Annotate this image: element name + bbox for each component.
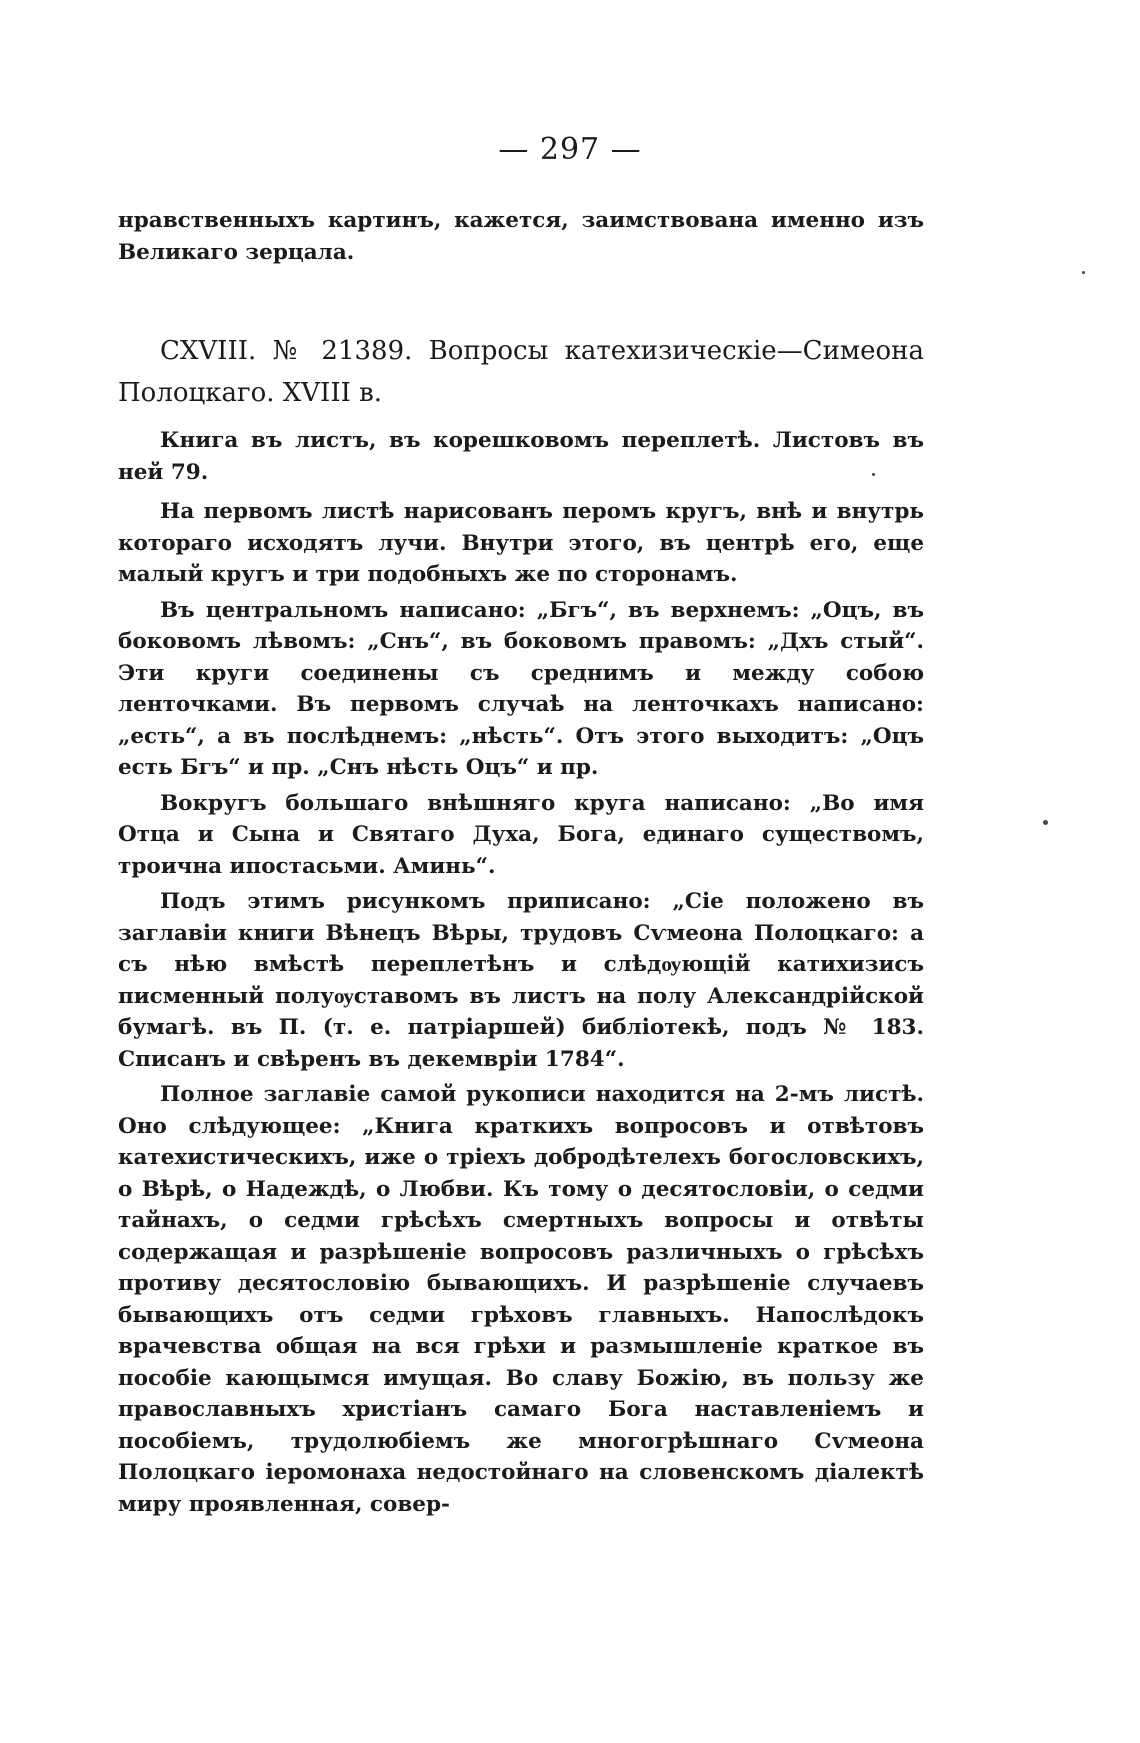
scan-speck <box>872 473 875 476</box>
paragraph: Полное заглавіе самой рукописи находится на 2-мъ листѣ. Оно слѣдующее: „Книга краткихъ вопросовъ и отвѣтовъ катехистическихъ, иже о тріехъ добродѣтелехъ богословскихъ, о Вѣрѣ, о Надеждѣ, о Любви. Къ тому о десятословіи, о седми тайнахъ, о седми грѣсѣхъ смертныхъ вопросы и отвѣты содержащая и разрѣшеніе вопросовъ различныхъ о грѣсѣхъ противу десятословію бывающихъ. И разрѣшеніе случаевъ бывающихъ отъ седми грѣховъ главныхъ. Напослѣдокъ врачевства общая на вся грѣхи и размышленіе краткое въ пособіе кающымся имущая. Во славу Божію, въ пользу же православныхъ христіанъ самаго Бога наставленіемъ и пособіемъ, трудолюбіемъ же многогрѣшнаго Сѵмеона Полоцкаго іеромонаха недостойнаго на словенскомъ діалектѣ миру проявленная, совер- <box>118 1082 924 1517</box>
paragraph: Вокругъ большаго внѣшняго круга написано: „Во имя Отца и Сына и Святаго Духа, Бога, единаго существомъ, троична ипостасьми. Аминь“. <box>118 790 924 879</box>
paragraph: Книга въ листъ, въ корешковомъ переплетѣ. Листовъ въ ней 79. <box>118 428 924 485</box>
page-number: — 297 — <box>498 132 642 167</box>
scan-speck <box>1082 271 1085 274</box>
paragraph: нравственныхъ картинъ, кажется, заимствована именно изъ Великаго зерцала. <box>118 208 924 265</box>
scan-speck <box>1043 820 1048 825</box>
continuation-text <box>118 205 924 268</box>
entry-heading: CXVIII. № 21389. Вопросы катехизическіе—Симеона Полоцкаго. XVIII в. <box>118 336 924 408</box>
paragraph: На первомъ листѣ нарисованъ перомъ кругъ, внѣ и внутрь котораго исходятъ лучи. Внутри этого, въ центрѣ его, еще малый кругъ и три подобныхъ же по сторонамъ. <box>118 499 924 587</box>
paragraph: Подъ этимъ рисункомъ приписано: „Сіе положено въ заглавіи книги Вѣнецъ Вѣры, трудовъ Сѵмеона Полоцкаго: а съ нѣю вмѣстѣ переплетѣнъ и слѣдѹющій катихизисъ писменный полуѹставомъ въ листъ на полу Александрійской бумагѣ. въ П. (т. е. патріаршей) библіотекѣ, подъ № 183. Списанъ и свѣренъ въ декемвріи 1784“. <box>118 889 924 1072</box>
entry-body <box>118 425 924 1520</box>
paragraph: Въ центральномъ написано: „Бгъ“, въ верхнемъ: „Оцъ, въ боковомъ лѣвомъ: „Снъ“, въ боковомъ правомъ: „Дхъ стый“. Эти круги соединены съ среднимъ и между собою ленточками. Въ первомъ случаѣ на ленточкахъ написано: „есть“, а въ послѣднемъ: „нѣсть“. Отъ этого выходитъ: „Оцъ есть Бгъ“ и пр. „Снъ нѣсть Оцъ“ и пр. <box>118 597 924 780</box>
